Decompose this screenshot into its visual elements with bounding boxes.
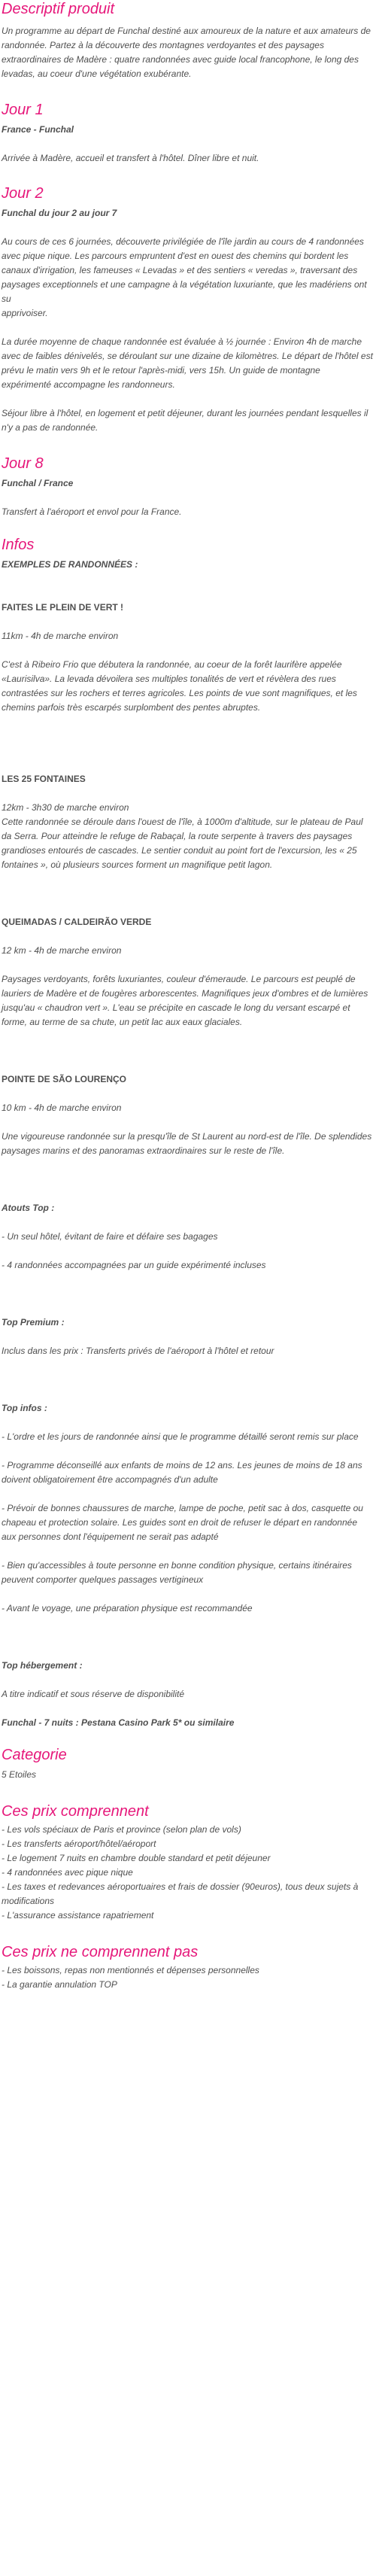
categorie-heading: Categorie xyxy=(2,1747,67,1763)
day8-section xyxy=(2,455,373,519)
hike-text-continued: paysages marins et des panoramas extraordinaires sur le reste de l'île. xyxy=(2,1145,285,1156)
day1-heading: Jour 1 xyxy=(2,102,44,118)
hike-text: Paysages verdoyants, forêts luxuriantes, couleur d'émeraude. Le parcours est peuplé de lauriers de Madère et de fougères arborescentes. Magnifiques jeux d'ombres et de lumières jusqu'au « chaudron vert ». L'eau se précipite en cascade le long du versant escarpé et forme, au terme de sa chute, un petit lac aux eaux glaciales. xyxy=(2,974,368,1027)
topinfo-item: - Prévoir de bonnes chaussures de marche, lampe de poche, petit sac à dos, casquette ou chapeau et protection solaire. Les guides sont en droit de refuser le départ en randonnée aux personnes dont l'équipement ne serait pas adapté xyxy=(2,1503,363,1542)
day2-heading: Jour 2 xyxy=(2,185,44,202)
excludes-section xyxy=(2,1943,373,1992)
hike-card xyxy=(2,1072,373,1158)
hebergement-text: A titre indicatif et sous réserve de disponibilité xyxy=(2,1689,185,1699)
topinfo-item: - Bien qu'accessibles à toute personne en bonne condition physique, certains itinéraires peuvent comporter quelques passages vertigineux xyxy=(2,1560,352,1585)
infos-section xyxy=(2,536,373,1730)
hike-title: POINTE DE SÃO LOURENÇO xyxy=(2,1074,127,1084)
day8-text: Transfert à l'aéroport et envol pour la France. xyxy=(2,506,182,517)
day1-section xyxy=(2,101,373,166)
hike-title: LES 25 FONTAINES xyxy=(2,774,86,784)
day2-section xyxy=(2,184,373,435)
day2-route: Funchal du jour 2 au jour 7 xyxy=(2,208,117,218)
day2-paragraph-2: La durée moyenne de chaque randonnée est évaluée à ½ journée : Environ 4h de marche avec de faibles dénivelés, se déroulant sur une dizaine de kilomètres. Le départ de l'hôtel est prévu le matin vers 9h et le retour l'après-midi, vers 15h. Un guide de montagne xyxy=(2,336,373,376)
list-item: - La garantie annulation TOP xyxy=(2,1979,117,1990)
day2-paragraph-1: Au cours de ces 6 journées, découverte privilégiée de l'île jardin au cours de 4 randonnées avec pique nique. Les parcours empruntent d'est en ouest des chemins qui bordent les canaux d'irrigation, les fameuses « Levadas » et des sentiers « veredas », traversant des paysages exceptionnels et une campagne à la végétation luxuriante, que les madériens ont su xyxy=(2,236,367,304)
topinfo-item: - Avant le voyage, une préparation physique est recommandée xyxy=(2,1603,253,1613)
hike-duration: 12 km - 4h de marche environ xyxy=(2,945,122,956)
hike-text: Cette randonnée se déroule dans l'ouest de l'île, à 1000m d'altitude, sur le plateau de Paul da Serra. Pour atteindre le refuge de Rabaçal, la route serpente à travers des paysages grandioses entourés de cascades. Le sentier conduit au point fort de l'excursion, les « 25 fontaines », où plusieurs sources forment un magnifique petit lagon. xyxy=(2,817,363,870)
day1-text: Arrivée à Madère, accueil et transfert à l'hôtel. Dîner libre et nuit. xyxy=(2,153,259,163)
day8-route: Funchal / France xyxy=(2,478,74,488)
topinfo-item: - Programme déconseillé aux enfants de moins de 12 ans. Les jeunes de moins de 18 ans doivent obligatoirement être accompagnés d'un adulte xyxy=(2,1460,362,1485)
includes-section xyxy=(2,1802,373,1923)
atouts-title: Atouts Top : xyxy=(2,1203,55,1213)
hike-card xyxy=(2,915,373,1029)
hike-card xyxy=(2,601,373,715)
hike-title: FAITES LE PLEIN DE VERT ! xyxy=(2,602,124,613)
hike-duration: 11km - 4h de marche environ xyxy=(2,631,119,641)
premium-text: Inclus dans les prix : Transferts privés de l'aéroport à l'hôtel et retour xyxy=(2,1346,274,1356)
intro-section xyxy=(2,0,373,81)
intro-heading: Descriptif produit xyxy=(2,1,115,17)
list-item: - Les transferts aéroport/hôtel/aéroport xyxy=(2,1838,156,1849)
day2-paragraph-3: Séjour libre à l'hôtel, en logement et petit déjeuner, durant les journées pendant lesquelles il n'y a pas de randonnée. xyxy=(2,408,368,433)
hotel-name: Funchal - 7 nuits : Pestana Casino Park 5* ou similaire xyxy=(2,1717,235,1728)
atout-item: - 4 randonnées accompagnées par un guide expérimenté incluses xyxy=(2,1260,266,1270)
topinfos-title: Top infos : xyxy=(2,1403,47,1413)
includes-list xyxy=(2,1823,373,1923)
hike-card xyxy=(2,772,373,872)
includes-heading: Ces prix comprennent xyxy=(2,1803,149,1820)
premium-title: Top Premium : xyxy=(2,1317,65,1328)
hebergement-title: Top hébergement : xyxy=(2,1660,83,1671)
excludes-list xyxy=(2,1963,373,1992)
hebergement-block xyxy=(2,1659,373,1730)
excludes-heading: Ces prix ne comprennent pas xyxy=(2,1944,199,1960)
premium-block xyxy=(2,1315,373,1358)
hike-duration: 10 km - 4h de marche environ xyxy=(2,1102,122,1113)
atout-item: - Un seul hôtel, évitant de faire et défaire ses bagages xyxy=(2,1231,218,1242)
atouts-block xyxy=(2,1201,373,1273)
hike-title: QUEIMADAS / CALDEIRÃO VERDE xyxy=(2,917,152,927)
day1-route: France - Funchal xyxy=(2,124,74,135)
topinfos-block xyxy=(2,1401,373,1616)
infos-heading: Infos xyxy=(2,537,35,553)
list-item: - Les vols spéciaux de Paris et province (selon plan de vols) xyxy=(2,1824,241,1835)
list-item: - Le logement 7 nuits en chambre double standard et petit déjeuner xyxy=(2,1853,271,1863)
day2-paragraph-2b: expérimenté accompagne les randonneurs. xyxy=(2,379,175,390)
list-item: - Les boissons, repas non mentionnés et dépenses personnelles xyxy=(2,1965,259,1975)
hike-text: Une vigoureuse randonnée sur la presqu'île de St Laurent au nord-est de l'île. De splendides xyxy=(2,1131,372,1142)
topinfo-item: - L'ordre et les jours de randonnée ainsi que le programme détaillé seront remis sur place xyxy=(2,1431,359,1442)
hike-text: C'est à Ribeiro Frio que débutera la randonnée, au coeur de la forêt laurifère appelée «Laurisilva». La levada dévoilera ses multiples tonalités de vert et révèlera des rues contrastées sur les rochers et terres agricoles. Les points de vue sont magnifiques, et les chemins parfois très escarpés surplombent des pentes abruptes. xyxy=(2,659,357,713)
list-item: - 4 randonnées avec pique nique xyxy=(2,1867,133,1878)
intro-text: Un programme au départ de Funchal destiné aux amoureux de la nature et aux amateurs de randonnée. Partez à la découverte des montagnes verdoyantes et des paysages extraordinaires de Madère : quatre randonnées avec guide local francophone, le long des levadas, au coeur d'une végétation exubérante. xyxy=(2,26,371,79)
list-item: - L'assurance assistance rapatriement xyxy=(2,1910,154,1921)
list-item: - Les taxes et redevances aéroportuaires et frais de dossier (90euros), tous deux sujets à modifications xyxy=(2,1881,359,1906)
categorie-text: 5 Etoiles xyxy=(2,1769,37,1780)
day2-paragraph-1b: apprivoiser. xyxy=(2,308,48,318)
categorie-section xyxy=(2,1746,373,1782)
examples-title: EXEMPLES DE RANDONNÉES : xyxy=(2,559,138,570)
hike-duration: 12km - 3h30 de marche environ xyxy=(2,802,129,813)
day8-heading: Jour 8 xyxy=(2,455,44,472)
